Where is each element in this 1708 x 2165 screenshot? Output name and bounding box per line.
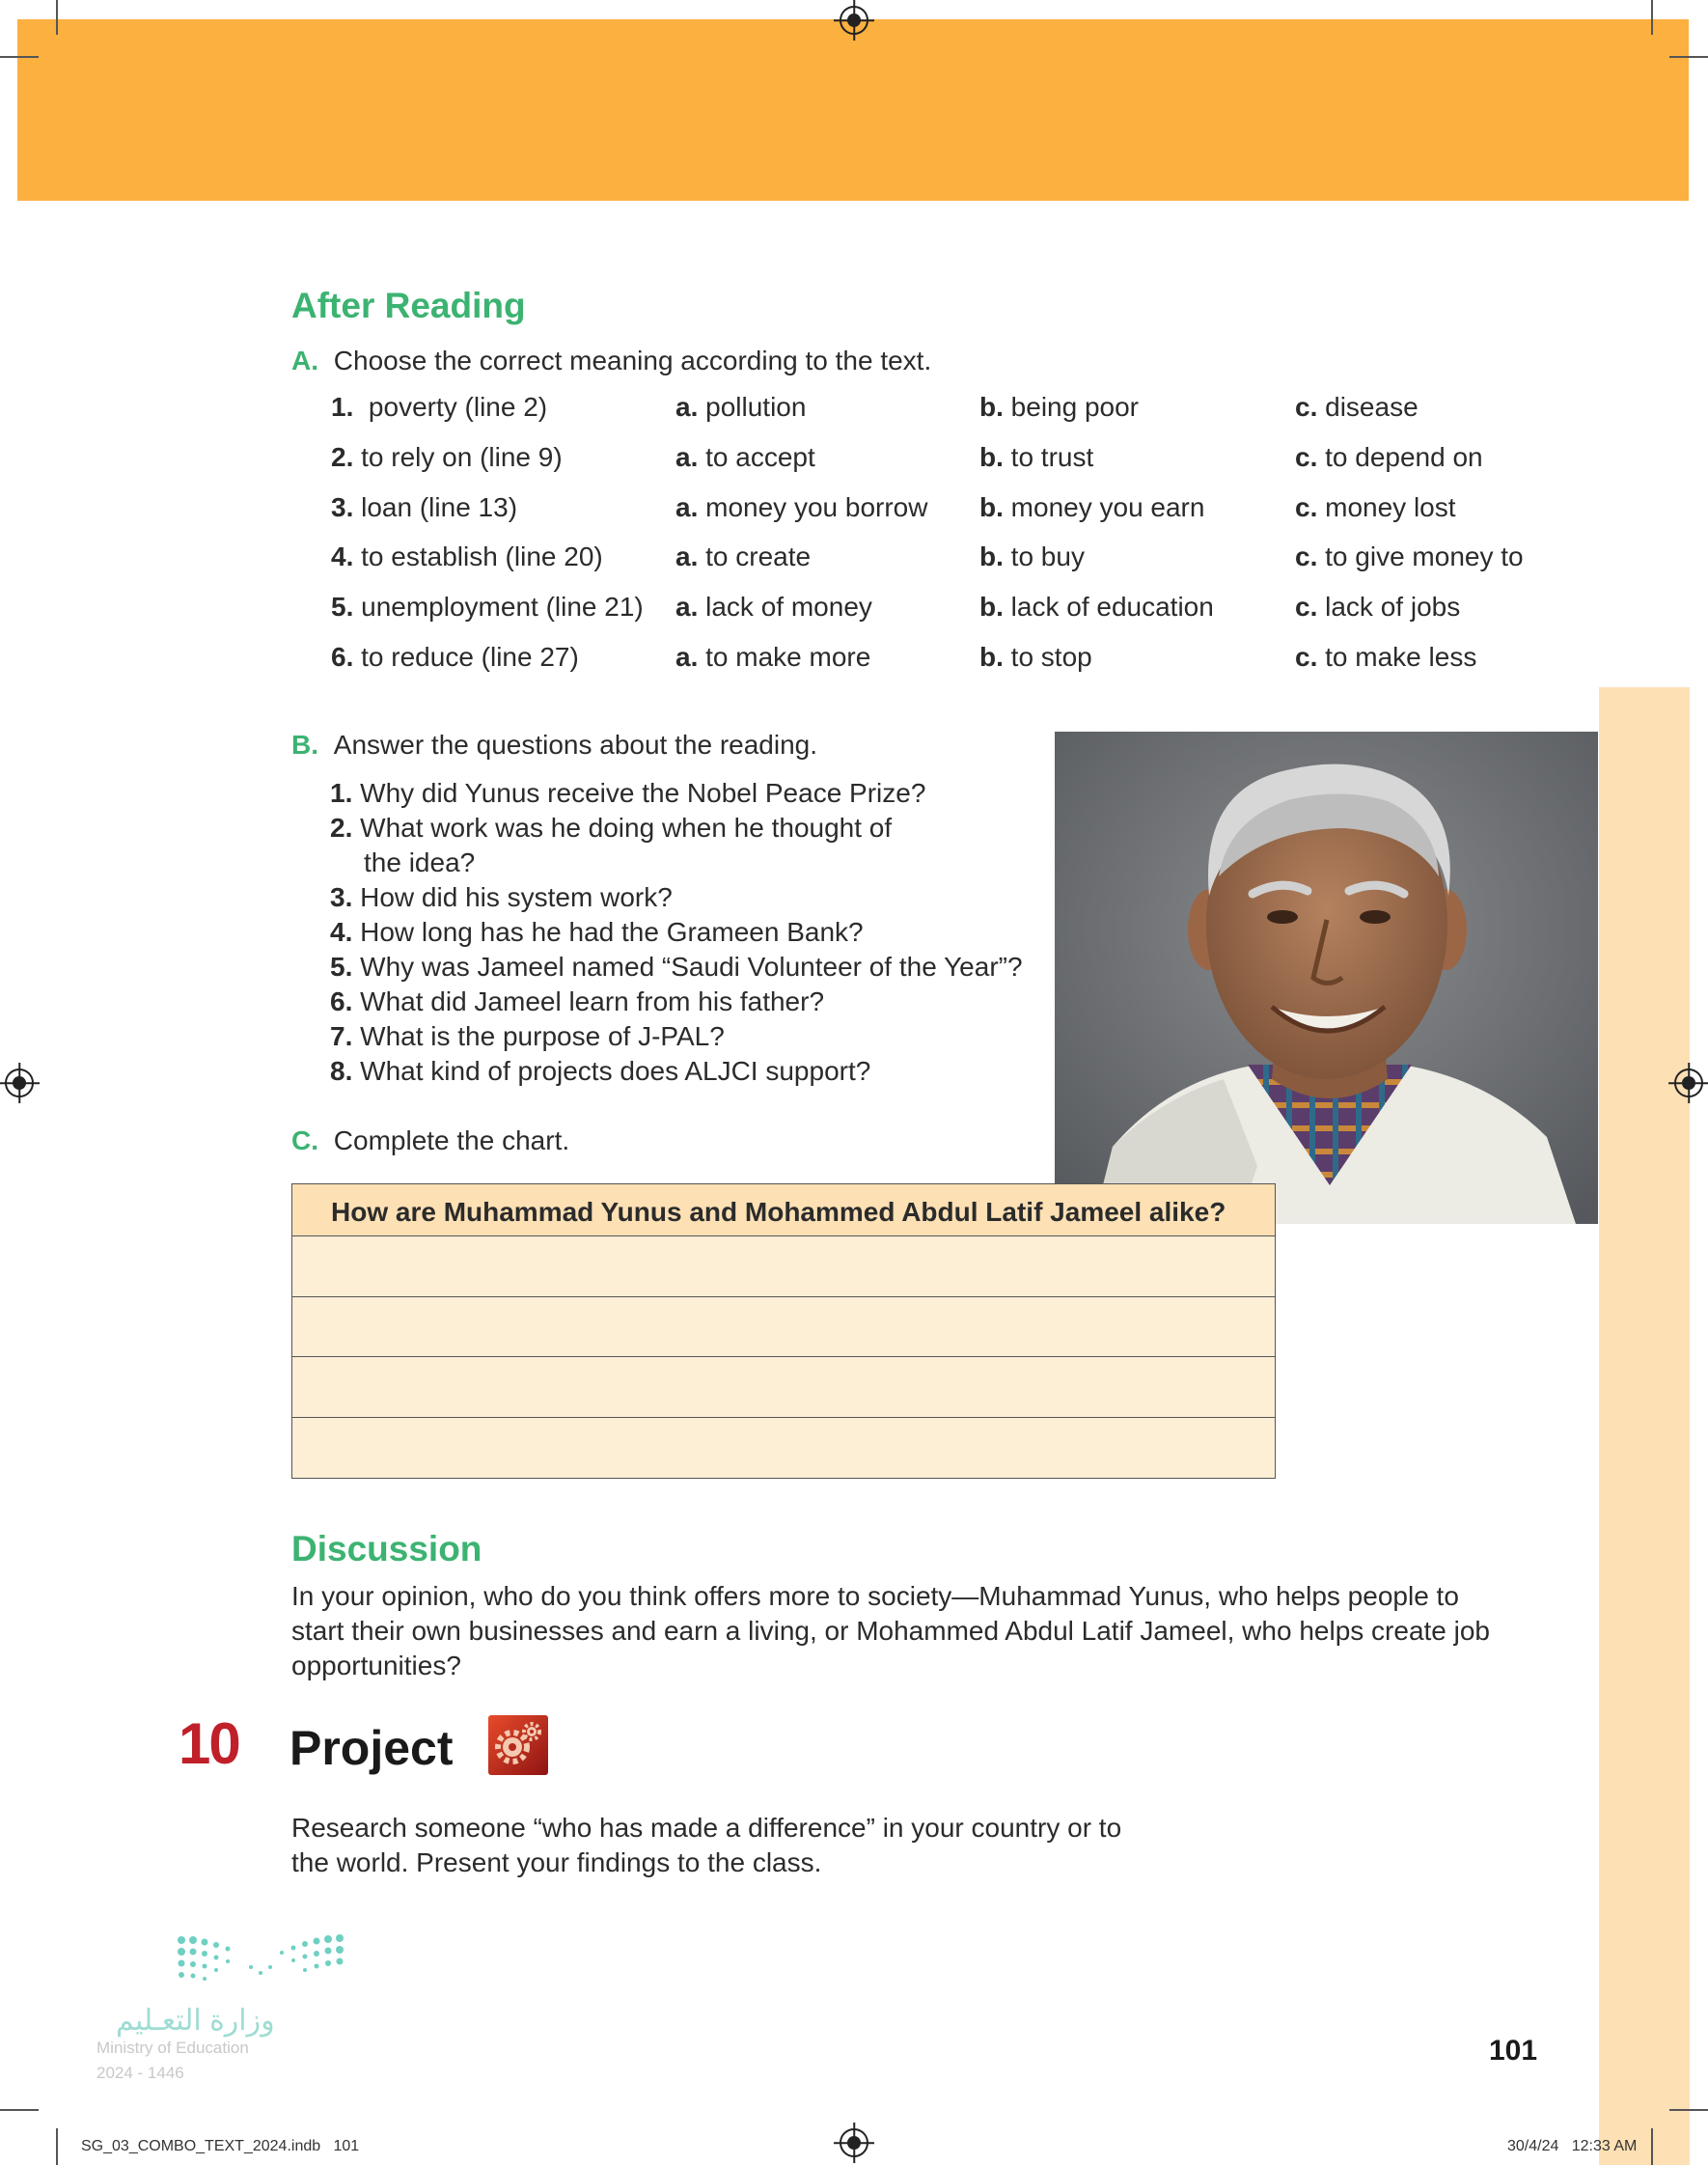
option-a[interactable]: a. to make more bbox=[675, 642, 871, 672]
crop-mark bbox=[56, 2128, 58, 2165]
crop-mark bbox=[1651, 0, 1653, 35]
gears-icon bbox=[487, 1714, 549, 1776]
page-number: 101 bbox=[1489, 2035, 1538, 2067]
ministry-english: Ministry of Education bbox=[96, 2039, 249, 2057]
question-item: 8. What kind of projects does ALJCI support? bbox=[330, 1056, 871, 1086]
question-item: 1. Why did Yunus receive the Nobel Peace Prize? bbox=[330, 778, 926, 808]
exercise-c-instruction bbox=[291, 1125, 569, 1156]
exercise-b-instruction bbox=[291, 730, 817, 761]
exercise-b-label: B. bbox=[291, 730, 318, 760]
after-reading-heading: After Reading bbox=[291, 286, 526, 325]
question-item: 4. How long has he had the Grameen Bank? bbox=[330, 917, 864, 947]
project-text bbox=[291, 1811, 1121, 1880]
option-b[interactable]: b. money you earn bbox=[979, 492, 1205, 522]
discussion-line: opportunities? bbox=[291, 1651, 461, 1680]
crop-mark bbox=[1669, 2109, 1708, 2111]
option-a[interactable]: a. to create bbox=[675, 541, 812, 571]
crop-mark bbox=[1651, 2128, 1653, 2165]
question-item: 5. Why was Jameel named “Saudi Volunteer of the Year”? bbox=[330, 952, 1023, 982]
discussion-line: start their own businesses and earn a living, or Mohammed Abdul Latif Jameel, who helps create job bbox=[291, 1616, 1491, 1646]
exercise-a-row: 2. to rely on (line 9) a. to accept b. to trust c. to depend on bbox=[331, 442, 1483, 472]
exercise-a-text: Choose the correct meaning according to the text. bbox=[333, 346, 932, 375]
option-a[interactable]: a. pollution bbox=[675, 392, 807, 422]
option-a[interactable]: a. money you borrow bbox=[675, 492, 928, 522]
ministry-arabic: وزارة التعـليم bbox=[116, 2005, 275, 2037]
exercise-b-questions bbox=[330, 778, 1063, 1096]
exercise-b-text: Answer the questions about the reading. bbox=[333, 730, 818, 760]
comparison-chart bbox=[291, 1183, 1276, 1479]
option-b[interactable]: b. to trust bbox=[979, 442, 1094, 472]
option-c[interactable]: c. disease bbox=[1295, 392, 1419, 422]
option-c[interactable]: c. to give money to bbox=[1295, 541, 1524, 571]
exercise-a-row: 3. loan (line 13) a. money you borrow b. money you earn c. money lost bbox=[331, 492, 1456, 522]
exercise-a-grid bbox=[331, 392, 1643, 672]
option-c[interactable]: c. to depend on bbox=[1295, 442, 1483, 472]
exercise-a-row: 4. to establish (line 20) a. to create b. to buy c. to give money to bbox=[331, 541, 1524, 571]
option-a[interactable]: a. to accept bbox=[675, 442, 815, 472]
ministry-years: 2024 - 1446 bbox=[96, 2064, 184, 2082]
chart-answer-row[interactable] bbox=[292, 1418, 1275, 1479]
option-b[interactable]: b. lack of education bbox=[979, 592, 1214, 622]
side-strip bbox=[1599, 687, 1690, 2165]
project-line: the world. Present your findings to the class. bbox=[291, 1847, 822, 1877]
portrait-photo bbox=[1055, 732, 1598, 1224]
ministry-logo-icon bbox=[174, 1930, 347, 1988]
crop-mark bbox=[1669, 56, 1708, 58]
crop-mark bbox=[0, 2109, 39, 2111]
exercise-c-text: Complete the chart. bbox=[333, 1125, 570, 1155]
discussion-line: In your opinion, who do you think offers more to society—Muhammad Yunus, who helps people to bbox=[291, 1581, 1459, 1611]
registration-mark-icon bbox=[5, 1069, 34, 1097]
option-c[interactable]: c. lack of jobs bbox=[1295, 592, 1461, 622]
option-b[interactable]: b. to stop bbox=[979, 642, 1092, 672]
registration-mark-icon bbox=[840, 2128, 868, 2157]
chart-answer-row[interactable] bbox=[292, 1236, 1275, 1297]
discussion-text bbox=[291, 1579, 1565, 1683]
footer-file-info: SG_03_COMBO_TEXT_2024.indb 101 bbox=[81, 2138, 360, 2154]
exercise-c-label: C. bbox=[291, 1125, 318, 1155]
exercise-a-instruction bbox=[291, 346, 931, 376]
option-c[interactable]: c. to make less bbox=[1295, 642, 1477, 672]
footer-date: 30/4/24 12:33 AM bbox=[1507, 2138, 1638, 2154]
crop-mark bbox=[0, 56, 39, 58]
exercise-a-row: 5. unemployment (line 21) a. lack of money b. lack of education c. lack of jobs bbox=[331, 592, 1461, 622]
chart-answer-row[interactable] bbox=[292, 1357, 1275, 1418]
question-item-continued: the idea? bbox=[364, 847, 476, 877]
option-a[interactable]: a. lack of money bbox=[675, 592, 872, 622]
option-c[interactable]: c. money lost bbox=[1295, 492, 1456, 522]
top-banner bbox=[17, 19, 1689, 201]
exercise-a-label: A. bbox=[291, 346, 318, 375]
project-line: Research someone “who has made a difference” in your country or to bbox=[291, 1813, 1122, 1843]
project-heading: Project bbox=[289, 1721, 454, 1775]
crop-mark bbox=[56, 0, 58, 35]
project-number: 10 bbox=[179, 1711, 239, 1776]
question-item: 3. How did his system work? bbox=[330, 882, 673, 912]
chart-header: How are Muhammad Yunus and Mohammed Abdul Latif Jameel alike? bbox=[292, 1184, 1275, 1236]
exercise-a-row: 6. to reduce (line 27) a. to make more b. to stop c. to make less bbox=[331, 642, 1477, 672]
question-item: 6. What did Jameel learn from his father? bbox=[330, 986, 825, 1016]
option-b[interactable]: b. to buy bbox=[979, 541, 1085, 571]
exercise-a-row: 1. poverty (line 2) a. pollution b. being poor c. disease bbox=[331, 392, 1419, 422]
question-item: 7. What is the purpose of J-PAL? bbox=[330, 1021, 725, 1051]
registration-mark-icon bbox=[840, 6, 868, 35]
chart-answer-row[interactable] bbox=[292, 1297, 1275, 1358]
question-item: 2. What work was he doing when he thought of bbox=[330, 813, 893, 843]
option-b[interactable]: b. being poor bbox=[979, 392, 1140, 422]
registration-mark-icon bbox=[1674, 1069, 1703, 1097]
discussion-heading: Discussion bbox=[291, 1529, 482, 1568]
